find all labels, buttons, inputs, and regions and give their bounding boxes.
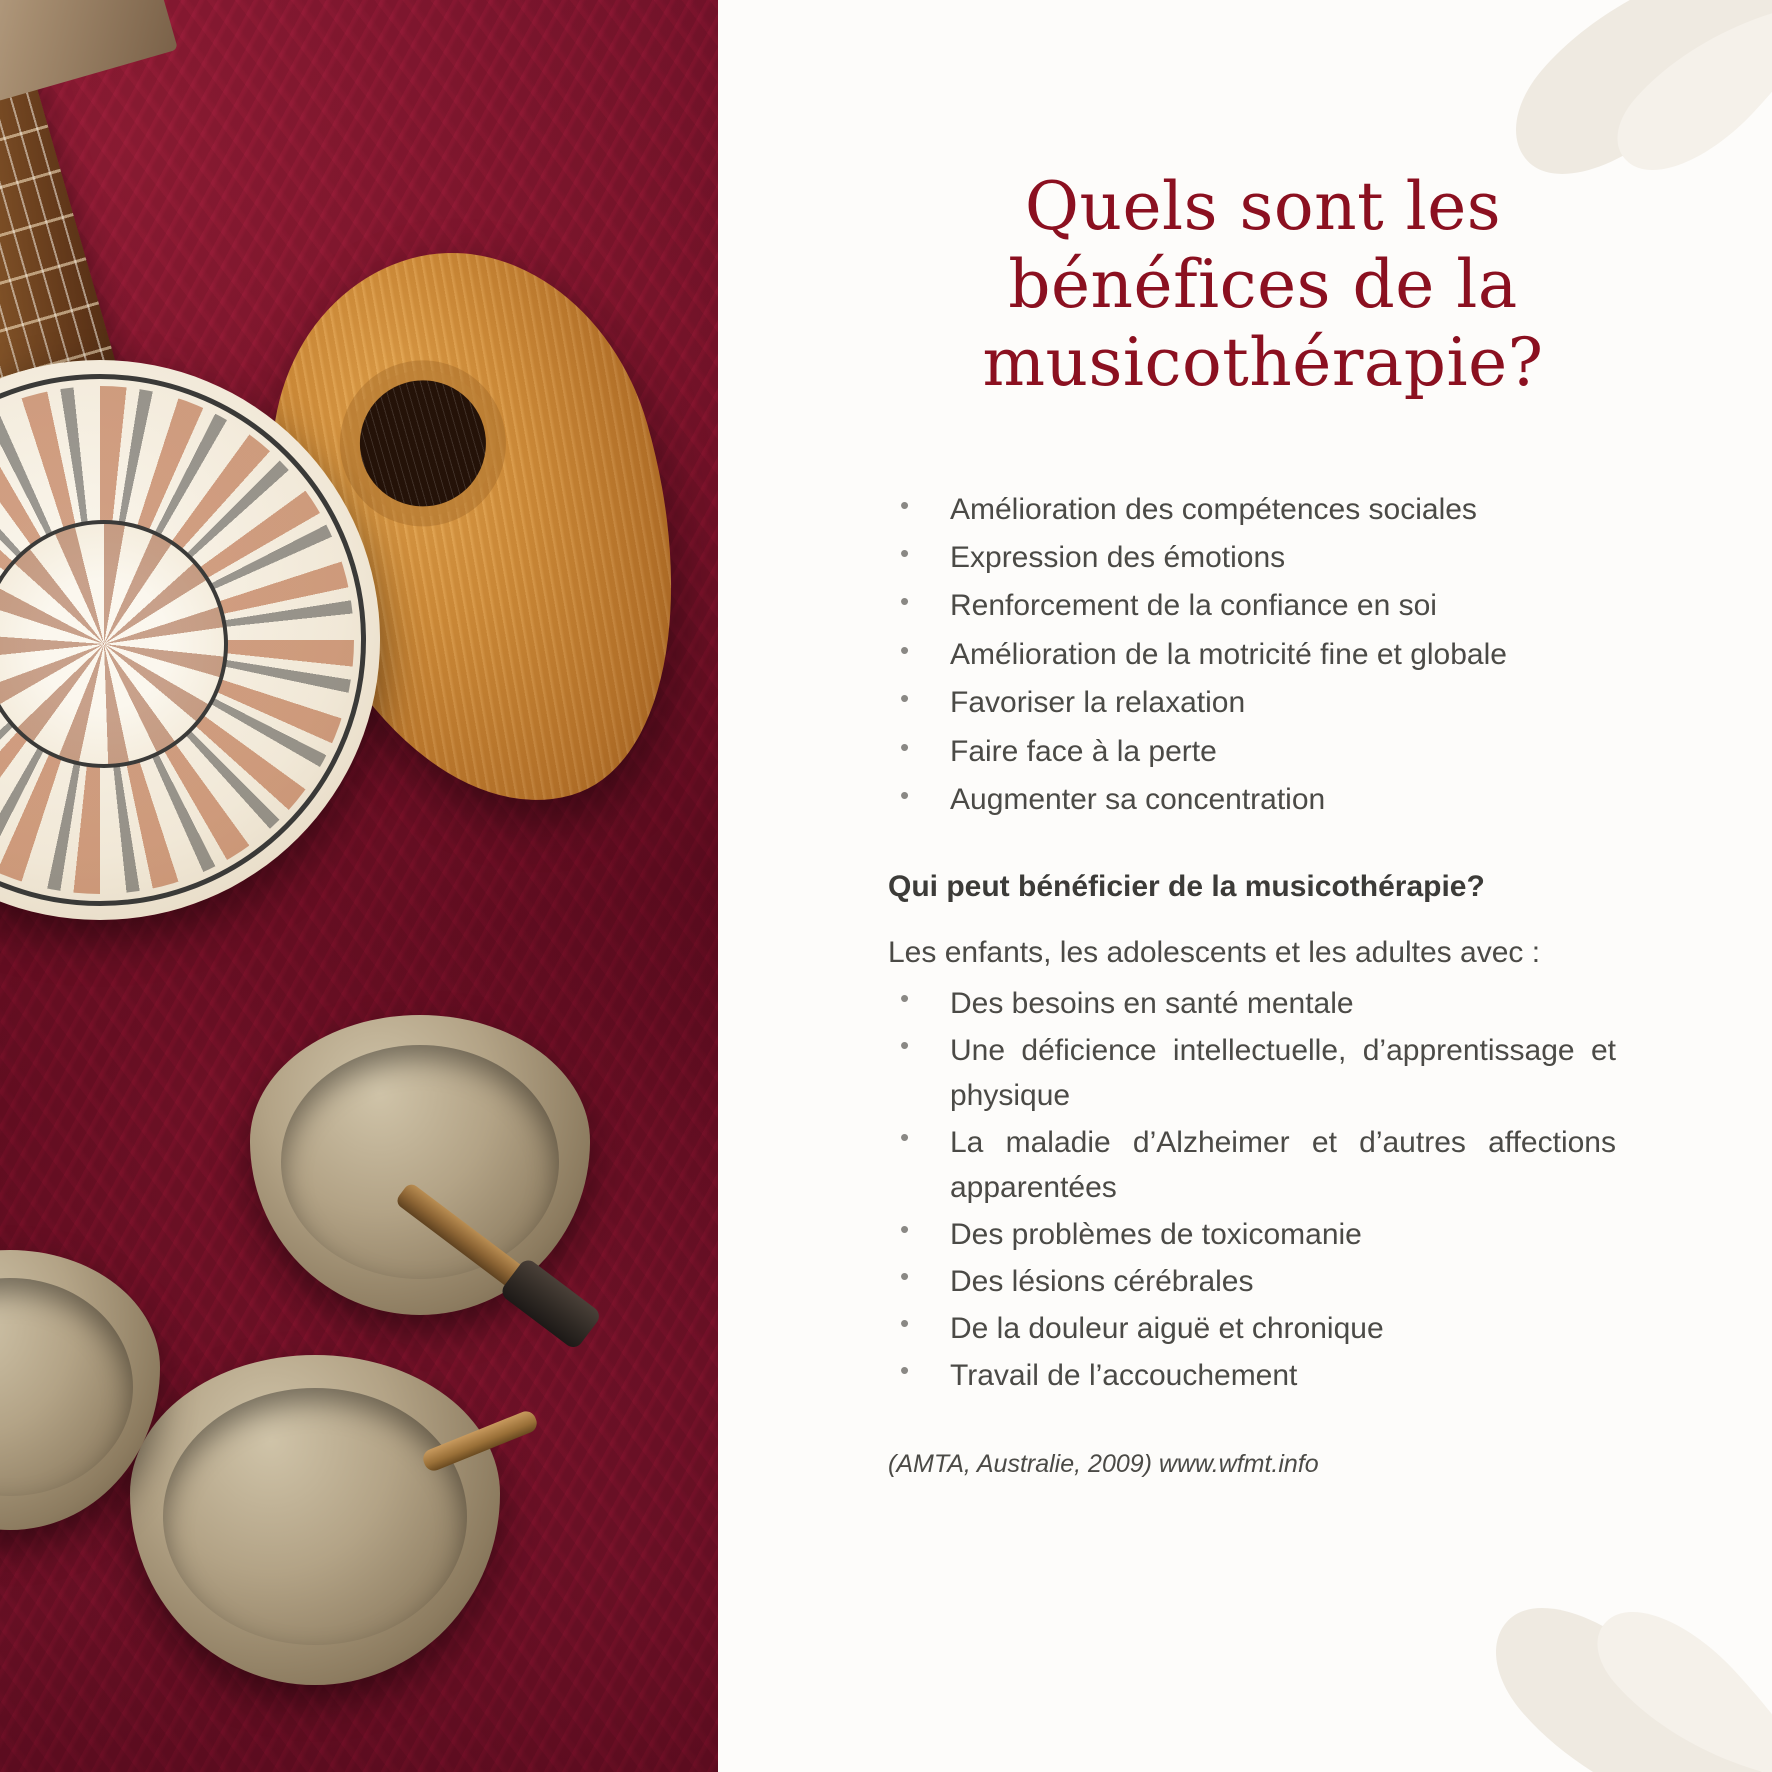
list-item: • Amélioration des compétences sociales [888,488,1648,532]
list-item: • Des problèmes de toxicomanie [888,1212,1616,1257]
list-item: • Augmenter sa concentration [888,778,1648,822]
list-item: • Renforcement de la confiance en soi [888,584,1648,628]
singing-bowl-interior [281,1045,560,1279]
source-citation: (AMTA, Australie, 2009) www.wfmt.info [888,1450,1319,1479]
singing-bowl-interior [163,1388,466,1645]
list-item: • Des lésions cérébrales [888,1259,1616,1304]
singing-bowl-interior [0,1278,133,1496]
list-item: • Faire face à la perte [888,730,1648,774]
list-item: • Des besoins en santé mentale [888,981,1616,1026]
list-item: • La maladie d’Alzheimer et d’autres affections apparentées [888,1120,1616,1210]
page-title: Quels sont les bénéfices de la musicothérapie? [982,168,1544,401]
list-item: • Travail de l’accouchement [888,1353,1616,1398]
section-subheading: Qui peut bénéficier de la musicothérapie? [888,870,1485,904]
instruments-photo [0,0,718,1772]
benefits-list [888,488,1648,823]
section-intro-text: Les enfants, les adolescents et les adultes avec : [888,936,1541,970]
list-item: • Expression des émotions [888,536,1648,580]
list-item: • Favoriser la relaxation [888,681,1648,725]
list-item: • Amélioration de la motricité fine et globale [888,633,1648,677]
beneficiaries-list [888,981,1616,1398]
content-column [888,0,1648,1772]
list-item: • De la douleur aiguë et chronique [888,1306,1616,1351]
list-item: • Une déficience intellectuelle, d’apprentissage et physique [888,1028,1616,1118]
